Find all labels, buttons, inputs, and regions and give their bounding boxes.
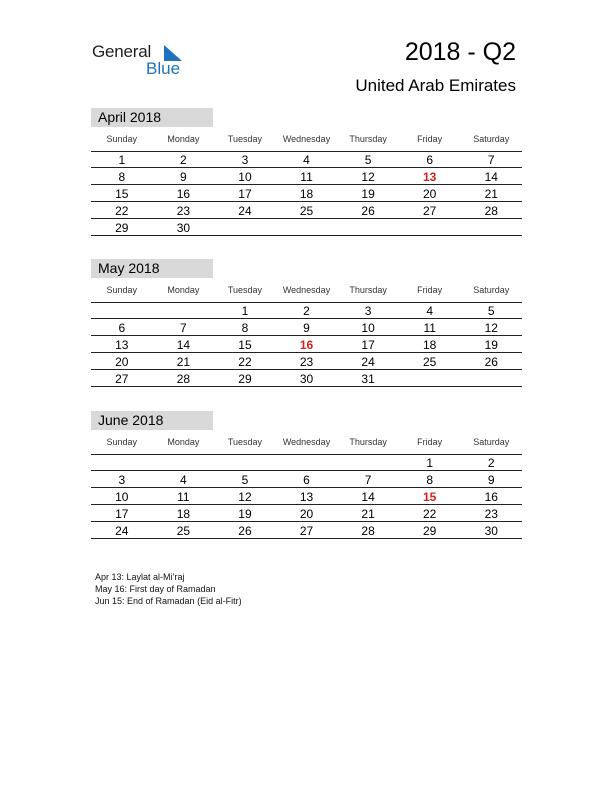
week-row (91, 522, 522, 539)
day-cell: 18 (423, 338, 437, 352)
week-row (91, 185, 522, 202)
month-header: May 2018 (91, 259, 213, 278)
day-cell: 16 (299, 338, 314, 352)
weekday-label: Friday (417, 134, 443, 144)
day-cell: 20 (299, 507, 314, 521)
month-header: April 2018 (91, 108, 213, 127)
weekday-label: Thursday (349, 285, 387, 295)
day-cell: 6 (303, 473, 310, 487)
day-cell: 20 (423, 187, 437, 201)
day-cell: 2 (180, 152, 187, 167)
day-cell: 16 (484, 490, 498, 504)
weekday-label: Sunday (106, 285, 138, 295)
day-cell: 18 (176, 507, 191, 521)
day-cell: 2 (303, 303, 310, 318)
month-calendar-june (91, 411, 522, 539)
day-cell: 19 (484, 338, 498, 352)
day-cell: 29 (423, 524, 437, 538)
day-cell: 19 (238, 507, 252, 521)
day-cell: 11 (177, 490, 190, 504)
day-cell: 2 (487, 455, 495, 470)
day-cell: 1 (426, 455, 434, 470)
day-cell: 5 (487, 303, 495, 318)
country-name: United Arab Emirates (355, 76, 516, 95)
holiday-notes (95, 571, 242, 607)
day-cell: 15 (115, 187, 129, 201)
day-cell: 9 (180, 170, 187, 184)
day-cell: 13 (115, 338, 129, 352)
quarter-title: 2018 - Q2 (404, 38, 516, 66)
day-cell: 1 (241, 303, 249, 318)
day-cell: 7 (487, 152, 495, 167)
weekday-label: Friday (417, 285, 443, 295)
day-cell: 19 (361, 187, 375, 201)
day-cell: 4 (426, 303, 434, 318)
weekday-label: Friday (417, 437, 443, 447)
day-cell: 6 (426, 152, 434, 167)
week-row (91, 370, 522, 387)
day-cell: 11 (423, 321, 436, 335)
day-cell: 24 (361, 355, 375, 369)
day-cell: 4 (303, 152, 310, 167)
weekday-label: Saturday (473, 134, 510, 144)
day-cell: 1 (118, 152, 126, 167)
day-cell: 7 (364, 473, 372, 487)
weekday-label: Monday (167, 437, 200, 447)
holiday-note: Apr 13: Laylat al-Mi’raj (95, 572, 185, 582)
day-cell: 5 (241, 473, 249, 487)
day-cell: 25 (423, 355, 437, 369)
day-cell: 9 (487, 473, 495, 487)
day-cell: 26 (361, 204, 375, 218)
day-cell: 7 (180, 321, 187, 335)
month-calendar-may (91, 259, 522, 387)
generalblue-logo (92, 40, 202, 80)
day-cell: 15 (423, 490, 437, 504)
weekday-label: Thursday (349, 437, 387, 447)
day-cell: 27 (115, 372, 129, 386)
day-cell: 12 (238, 490, 252, 504)
logo-text-general: General (92, 42, 152, 61)
day-cell: 5 (364, 152, 372, 167)
week-row (91, 471, 522, 488)
week-rows (91, 152, 522, 236)
day-cell: 28 (361, 524, 375, 538)
day-cell: 25 (176, 524, 191, 538)
week-row (91, 505, 522, 522)
day-cell: 3 (118, 473, 126, 487)
weekday-label: Sunday (106, 437, 138, 447)
day-cell: 8 (426, 473, 434, 487)
week-row (91, 488, 522, 505)
day-cell: 24 (238, 204, 252, 218)
day-cell: 21 (176, 355, 191, 369)
day-cell: 27 (299, 524, 314, 538)
weekday-label: Saturday (473, 285, 510, 295)
day-cell: 18 (299, 187, 314, 201)
day-cell: 29 (115, 221, 129, 235)
logo-text-blue: Blue (146, 59, 181, 78)
day-cell: 8 (241, 321, 249, 335)
day-cell: 14 (484, 170, 498, 184)
week-row (91, 353, 522, 370)
week-row (91, 168, 522, 185)
day-cell: 12 (361, 170, 375, 184)
day-cell: 10 (115, 490, 129, 504)
weekday-label: Wednesday (282, 437, 331, 447)
day-cell: 30 (484, 524, 498, 538)
day-cell: 4 (180, 473, 187, 487)
day-cell: 28 (484, 204, 498, 218)
day-cell: 27 (423, 204, 437, 218)
week-rows (91, 303, 522, 387)
day-cell: 17 (115, 507, 129, 521)
day-cell: 20 (115, 355, 129, 369)
week-row (91, 319, 522, 336)
day-cell: 10 (238, 170, 252, 184)
day-cell: 9 (303, 321, 310, 335)
day-cell: 21 (361, 507, 375, 521)
day-cell: 13 (299, 490, 314, 504)
week-row (91, 336, 522, 353)
day-cell: 22 (115, 204, 129, 218)
weekday-label: Monday (167, 134, 200, 144)
day-cell: 29 (238, 372, 252, 386)
day-cell: 26 (484, 355, 498, 369)
weekday-label: Wednesday (282, 134, 331, 144)
day-cell: 10 (361, 321, 375, 335)
weekday-label: Tuesday (227, 285, 263, 295)
weekday-label: Tuesday (227, 437, 263, 447)
holiday-note: Jun 15: End of Ramadan (Eid al-Fitr) (95, 596, 242, 606)
day-cell: 22 (238, 355, 252, 369)
week-row (91, 303, 522, 319)
weekday-label: Tuesday (227, 134, 263, 144)
day-cell: 15 (238, 338, 252, 352)
week-row (91, 202, 522, 219)
day-cell: 16 (176, 187, 191, 201)
day-cell: 26 (238, 524, 252, 538)
day-cell: 31 (361, 372, 375, 386)
day-cell: 24 (115, 524, 129, 538)
weekday-label: Monday (167, 285, 200, 295)
day-cell: 13 (423, 170, 437, 184)
day-cell: 14 (361, 490, 375, 504)
weekday-label: Wednesday (282, 285, 331, 295)
day-cell: 8 (118, 170, 126, 184)
week-rows (91, 455, 522, 539)
day-cell: 23 (299, 355, 314, 369)
day-cell: 23 (176, 204, 191, 218)
month-calendar-april (91, 108, 522, 236)
day-cell: 30 (299, 372, 314, 386)
weekday-row (91, 430, 522, 455)
weekday-label: Sunday (106, 134, 138, 144)
day-cell: 30 (176, 221, 191, 235)
day-cell: 3 (241, 152, 249, 167)
week-row (91, 152, 522, 168)
day-cell: 11 (300, 170, 313, 184)
day-cell: 14 (176, 338, 191, 352)
weekday-label: Thursday (349, 134, 387, 144)
holiday-note: May 16: First day of Ramadan (95, 584, 216, 594)
day-cell: 6 (118, 321, 126, 335)
weekday-label: Saturday (473, 437, 510, 447)
day-cell: 17 (238, 187, 252, 201)
day-cell: 21 (484, 187, 498, 201)
week-row (91, 219, 522, 236)
day-cell: 17 (361, 338, 375, 352)
month-header: June 2018 (91, 411, 213, 430)
day-cell: 12 (484, 321, 498, 335)
day-cell: 3 (364, 303, 372, 318)
day-cell: 22 (423, 507, 437, 521)
weekday-row (91, 127, 522, 152)
week-row (91, 455, 522, 471)
weekday-row (91, 278, 522, 303)
day-cell: 25 (299, 204, 314, 218)
day-cell: 23 (484, 507, 498, 521)
day-cell: 28 (176, 372, 191, 386)
